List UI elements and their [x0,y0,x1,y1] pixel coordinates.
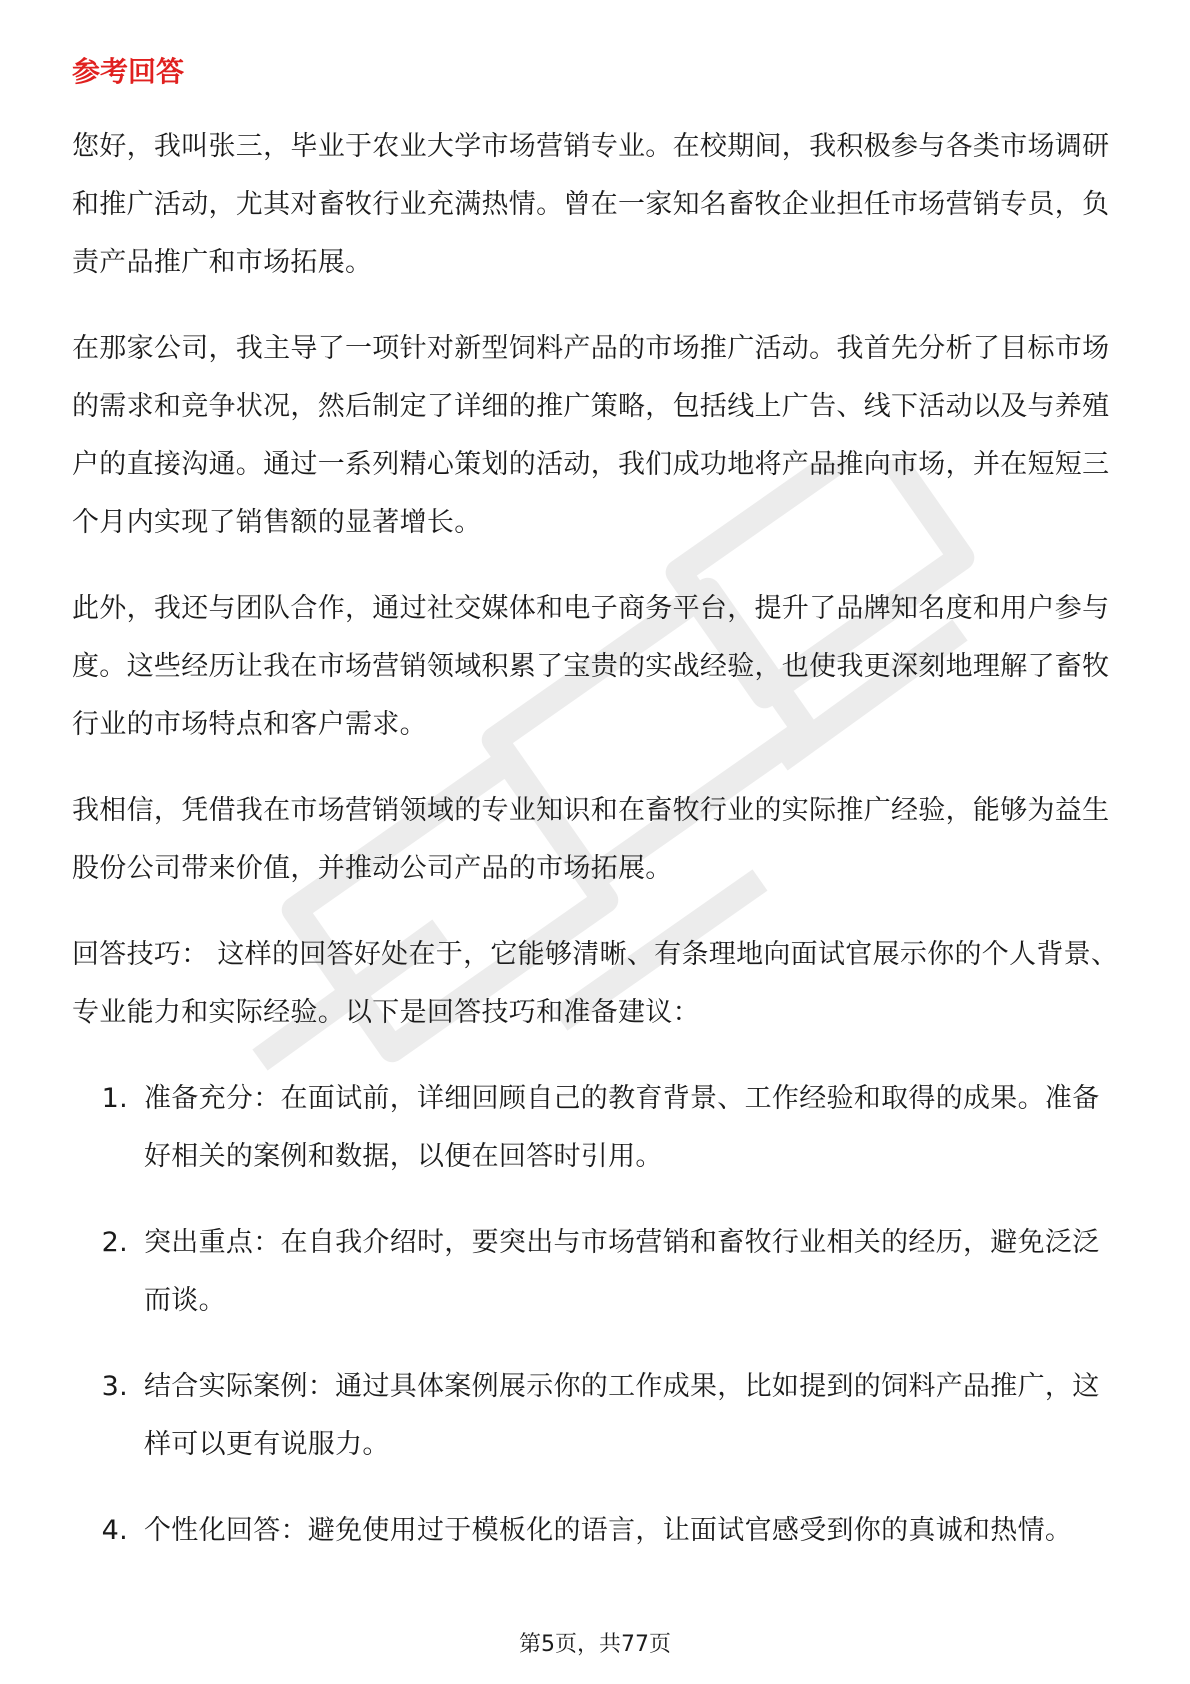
tips-list [72,1070,1122,1560]
list-item [72,1502,1122,1560]
list-item [72,1358,1122,1474]
list-text: 突出重点：在自我介绍时，要突出与市场营销和畜牧行业相关的经历，避免泛泛而谈。 [144,1227,1100,1316]
list-item [72,1214,1122,1330]
list-number: 3. [101,1371,128,1402]
list-number: 4. [101,1515,128,1546]
paragraph-campaign: 在那家公司，我主导了一项针对新型饲料产品的市场推广活动。我首先分析了目标市场的需求和竞争状况，然后制定了详细的推广策略，包括线上广告、线下活动以及与养殖户的直接沟通。通过一系列精心策划的活动，我们成功地将产品推向市场，并在短短三个月内实现了销售额的显著增长。 [72,333,1110,538]
list-text: 个性化回答：避免使用过于模板化的语言，让面试官感受到你的真诚和热情。 [144,1515,1073,1546]
list-number: 1. [101,1083,128,1114]
list-number: 2. [101,1227,128,1258]
page-number-footer: 第5页，共77页 [519,1632,671,1657]
paragraph-conclusion: 我相信，凭借我在市场营销领域的专业知识和在畜牧行业的实际推广经验，能够为益生股份公司带来价值，并推动公司产品的市场拓展。 [72,795,1110,884]
list-text: 结合实际案例：通过具体案例展示你的工作成果，比如提到的饲料产品推广，这样可以更有说服力。 [144,1371,1100,1460]
paragraph-teamwork: 此外，我还与团队合作，通过社交媒体和电子商务平台，提升了品牌知名度和用户参与度。这些经历让我在市场营销领域积累了宝贵的实战经验，也使我更深刻地理解了畜牧行业的市场特点和客户需求。 [72,593,1110,740]
list-text: 准备充分：在面试前，详细回顾自己的教育背景、工作经验和取得的成果。准备好相关的案例和数据，以便在回答时引用。 [144,1083,1100,1172]
section-heading: 参考回答 [72,55,185,88]
paragraph-tips-intro: 回答技巧： 这样的回答好处在于，它能够清晰、有条理地向面试官展示你的个人背景、专业能力和实际经验。以下是回答技巧和准备建议： [72,939,1119,1028]
list-item [72,1070,1122,1186]
paragraph-intro: 您好，我叫张三，毕业于农业大学市场营销专业。在校期间，我积极参与各类市场调研和推广活动，尤其对畜牧行业充满热情。曾在一家知名畜牧企业担任市场营销专员，负责产品推广和市场拓展。 [72,131,1110,278]
main-content [72,52,1122,1588]
